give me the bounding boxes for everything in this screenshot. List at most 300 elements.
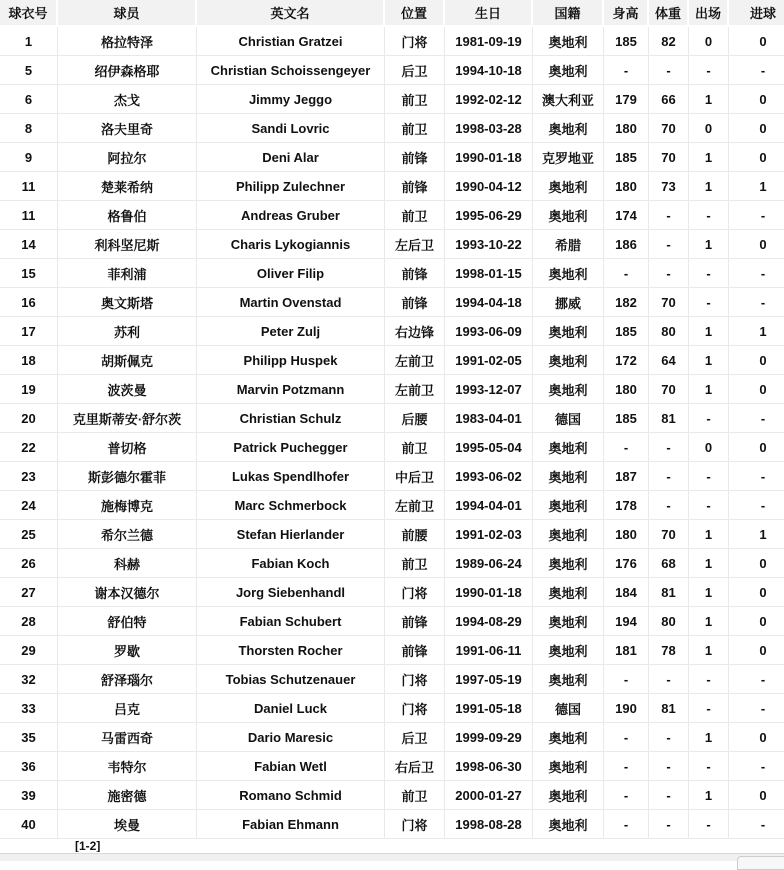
cell-nationality: 奥地利 [533, 520, 604, 549]
cell-player: 普切格 [58, 433, 197, 462]
cell-jersey-number: 20 [0, 404, 58, 433]
cell-height: 180 [604, 520, 649, 549]
cell-weight: 70 [649, 520, 689, 549]
cell-goals: 0 [729, 230, 784, 259]
cell-height: 180 [604, 114, 649, 143]
cell-english-name: Fabian Ehmann [197, 810, 385, 839]
cell-appearances: 1 [689, 607, 729, 636]
player-row [0, 404, 784, 433]
cell-player: 胡斯佩克 [58, 346, 197, 375]
cell-player: 菲利浦 [58, 259, 197, 288]
cell-jersey-number: 19 [0, 375, 58, 404]
cell-goals: 0 [729, 607, 784, 636]
cell-nationality: 奥地利 [533, 201, 604, 230]
cell-height: 186 [604, 230, 649, 259]
cell-height: 181 [604, 636, 649, 665]
cell-player: 杰戈 [58, 85, 197, 114]
cell-goals: 1 [729, 172, 784, 201]
player-row [0, 114, 784, 143]
cell-weight: 70 [649, 114, 689, 143]
player-row [0, 723, 784, 752]
cell-position: 前卫 [385, 114, 445, 143]
cell-goals: 0 [729, 781, 784, 810]
cell-english-name: Sandi Lovric [197, 114, 385, 143]
cell-jersey-number: 6 [0, 85, 58, 114]
cell-appearances: - [689, 404, 729, 433]
cell-jersey-number: 35 [0, 723, 58, 752]
cell-english-name: Lukas Spendlhofer [197, 462, 385, 491]
cell-player: 波茨曼 [58, 375, 197, 404]
cell-weight: 64 [649, 346, 689, 375]
cell-goals: 0 [729, 27, 784, 56]
cell-jersey-number: 26 [0, 549, 58, 578]
player-row [0, 259, 784, 288]
cell-birthday: 1993-06-02 [445, 462, 533, 491]
cell-player: 希尔兰德 [58, 520, 197, 549]
cell-height: 194 [604, 607, 649, 636]
cell-weight: - [649, 723, 689, 752]
cell-nationality: 德国 [533, 694, 604, 723]
cell-jersey-number: 32 [0, 665, 58, 694]
cell-birthday: 1994-10-18 [445, 56, 533, 85]
cell-birthday: 1993-06-09 [445, 317, 533, 346]
cell-goals: 0 [729, 723, 784, 752]
cell-appearances: 1 [689, 375, 729, 404]
cell-birthday: 1990-01-18 [445, 578, 533, 607]
cell-jersey-number: 25 [0, 520, 58, 549]
cell-english-name: Peter Zulj [197, 317, 385, 346]
cell-nationality: 奥地利 [533, 723, 604, 752]
cell-goals: - [729, 56, 784, 85]
cell-player: 斯彭德尔霍菲 [58, 462, 197, 491]
player-row [0, 752, 784, 781]
cell-birthday: 1990-04-12 [445, 172, 533, 201]
cell-english-name: Jimmy Jeggo [197, 85, 385, 114]
cell-weight: - [649, 201, 689, 230]
cell-position: 右边锋 [385, 317, 445, 346]
cell-nationality: 奥地利 [533, 607, 604, 636]
cell-position: 前锋 [385, 143, 445, 172]
cell-weight: - [649, 259, 689, 288]
cell-player: 施梅博克 [58, 491, 197, 520]
cell-nationality: 奥地利 [533, 56, 604, 85]
cell-jersey-number: 17 [0, 317, 58, 346]
cell-birthday: 1997-05-19 [445, 665, 533, 694]
cell-english-name: Charis Lykogiannis [197, 230, 385, 259]
cell-position: 前锋 [385, 288, 445, 317]
cell-nationality: 奥地利 [533, 462, 604, 491]
cell-height: 182 [604, 288, 649, 317]
cell-jersey-number: 16 [0, 288, 58, 317]
cell-birthday: 1999-09-29 [445, 723, 533, 752]
cell-height: 178 [604, 491, 649, 520]
cell-position: 中后卫 [385, 462, 445, 491]
cell-birthday: 1990-01-18 [445, 143, 533, 172]
cell-height: 185 [604, 27, 649, 56]
cell-player: 格拉特泽 [58, 27, 197, 56]
cell-english-name: Christian Schoissengeyer [197, 56, 385, 85]
cell-appearances: - [689, 752, 729, 781]
cell-height: 187 [604, 462, 649, 491]
cell-position: 前锋 [385, 259, 445, 288]
cell-player: 绍伊森格耶 [58, 56, 197, 85]
cell-weight: - [649, 810, 689, 839]
bottom-clipped-widget[interactable] [737, 856, 784, 870]
cell-height: - [604, 665, 649, 694]
player-row [0, 694, 784, 723]
cell-english-name: Patrick Puchegger [197, 433, 385, 462]
player-row [0, 27, 784, 56]
cell-position: 前锋 [385, 636, 445, 665]
cell-english-name: Christian Gratzei [197, 27, 385, 56]
cell-goals: 0 [729, 549, 784, 578]
player-row [0, 607, 784, 636]
cell-weight: 78 [649, 636, 689, 665]
cell-height: - [604, 56, 649, 85]
cell-position: 前锋 [385, 607, 445, 636]
cell-goals: - [729, 810, 784, 839]
cell-appearances: - [689, 201, 729, 230]
player-row [0, 346, 784, 375]
cell-english-name: Jorg Siebenhandl [197, 578, 385, 607]
cell-appearances: 0 [689, 114, 729, 143]
column-header-goals: 进球 [729, 0, 784, 27]
cell-goals: - [729, 259, 784, 288]
column-header-birthday: 生日 [445, 0, 533, 27]
cell-birthday: 2000-01-27 [445, 781, 533, 810]
cell-jersey-number: 8 [0, 114, 58, 143]
cell-nationality: 奥地利 [533, 346, 604, 375]
cell-player: 马雷西奇 [58, 723, 197, 752]
cell-goals: 0 [729, 114, 784, 143]
column-header-appearances: 出场 [689, 0, 729, 27]
cell-birthday: 1992-02-12 [445, 85, 533, 114]
cell-position: 门将 [385, 27, 445, 56]
cell-nationality: 德国 [533, 404, 604, 433]
cell-goals: - [729, 462, 784, 491]
cell-birthday: 1994-04-01 [445, 491, 533, 520]
cell-weight: 66 [649, 85, 689, 114]
cell-goals: - [729, 665, 784, 694]
cell-position: 前卫 [385, 85, 445, 114]
player-row [0, 810, 784, 839]
cell-player: 韦特尔 [58, 752, 197, 781]
cell-goals: 0 [729, 636, 784, 665]
cell-english-name: Oliver Filip [197, 259, 385, 288]
cell-birthday: 1993-10-22 [445, 230, 533, 259]
player-row [0, 491, 784, 520]
player-row [0, 665, 784, 694]
cell-position: 左前卫 [385, 346, 445, 375]
cell-birthday: 1989-06-24 [445, 549, 533, 578]
cell-english-name: Christian Schulz [197, 404, 385, 433]
cell-height: 190 [604, 694, 649, 723]
cell-appearances: 0 [689, 433, 729, 462]
player-row [0, 433, 784, 462]
cell-goals: - [729, 404, 784, 433]
cell-weight: 68 [649, 549, 689, 578]
cell-english-name: Philipp Zulechner [197, 172, 385, 201]
cell-weight: 81 [649, 694, 689, 723]
cell-goals: - [729, 491, 784, 520]
cell-height: 185 [604, 317, 649, 346]
cell-jersey-number: 39 [0, 781, 58, 810]
cell-nationality: 奥地利 [533, 810, 604, 839]
cell-player: 苏利 [58, 317, 197, 346]
cell-appearances: 1 [689, 230, 729, 259]
cell-position: 后腰 [385, 404, 445, 433]
cell-appearances: - [689, 810, 729, 839]
cell-goals: 0 [729, 578, 784, 607]
player-row [0, 317, 784, 346]
cell-english-name: Romano Schmid [197, 781, 385, 810]
cell-player: 施密德 [58, 781, 197, 810]
cell-birthday: 1998-06-30 [445, 752, 533, 781]
cell-goals: - [729, 752, 784, 781]
cell-position: 左后卫 [385, 230, 445, 259]
player-row [0, 636, 784, 665]
cell-appearances: - [689, 694, 729, 723]
cell-weight: - [649, 56, 689, 85]
cell-jersey-number: 1 [0, 27, 58, 56]
cell-position: 门将 [385, 578, 445, 607]
header-row [0, 0, 784, 27]
cell-height: 179 [604, 85, 649, 114]
cell-position: 前卫 [385, 781, 445, 810]
cell-weight: - [649, 491, 689, 520]
cell-player: 洛夫里奇 [58, 114, 197, 143]
cell-jersey-number: 14 [0, 230, 58, 259]
roster-table-head [0, 0, 784, 27]
cell-weight: 80 [649, 607, 689, 636]
player-row [0, 85, 784, 114]
player-row [0, 549, 784, 578]
cell-birthday: 1998-01-15 [445, 259, 533, 288]
cell-position: 前锋 [385, 172, 445, 201]
cell-nationality: 奥地利 [533, 375, 604, 404]
cell-position: 右后卫 [385, 752, 445, 781]
cell-english-name: Daniel Luck [197, 694, 385, 723]
cell-appearances: - [689, 491, 729, 520]
cell-player: 格鲁伯 [58, 201, 197, 230]
cell-english-name: Fabian Wetl [197, 752, 385, 781]
cell-player: 利科坚尼斯 [58, 230, 197, 259]
column-header-height: 身高 [604, 0, 649, 27]
cell-jersey-number: 11 [0, 201, 58, 230]
cell-nationality: 奥地利 [533, 259, 604, 288]
cell-appearances: 1 [689, 172, 729, 201]
cell-appearances: - [689, 665, 729, 694]
cell-birthday: 1983-04-01 [445, 404, 533, 433]
cell-nationality: 奥地利 [533, 578, 604, 607]
cell-weight: 70 [649, 375, 689, 404]
cell-position: 前卫 [385, 433, 445, 462]
cell-appearances: 1 [689, 143, 729, 172]
cell-birthday: 1981-09-19 [445, 27, 533, 56]
cell-weight: 81 [649, 404, 689, 433]
cell-birthday: 1991-02-03 [445, 520, 533, 549]
cell-appearances: 1 [689, 549, 729, 578]
cell-jersey-number: 15 [0, 259, 58, 288]
cell-position: 后卫 [385, 56, 445, 85]
cell-nationality: 奥地利 [533, 752, 604, 781]
column-header-weight: 体重 [649, 0, 689, 27]
cell-position: 后卫 [385, 723, 445, 752]
column-header-player: 球员 [58, 0, 197, 27]
cell-height: - [604, 752, 649, 781]
cell-jersey-number: 28 [0, 607, 58, 636]
cell-weight: 73 [649, 172, 689, 201]
cell-birthday: 1994-08-29 [445, 607, 533, 636]
cell-weight: - [649, 230, 689, 259]
cell-goals: 1 [729, 317, 784, 346]
column-header-english-name: 英文名 [197, 0, 385, 27]
cell-height: 172 [604, 346, 649, 375]
cell-appearances: 1 [689, 578, 729, 607]
cell-height: 185 [604, 143, 649, 172]
cell-appearances: - [689, 462, 729, 491]
cell-player: 埃曼 [58, 810, 197, 839]
cell-birthday: 1995-06-29 [445, 201, 533, 230]
cell-position: 门将 [385, 665, 445, 694]
cell-appearances: - [689, 56, 729, 85]
cell-appearances: 1 [689, 636, 729, 665]
cell-nationality: 澳大利亚 [533, 85, 604, 114]
cell-height: 180 [604, 375, 649, 404]
cell-jersey-number: 22 [0, 433, 58, 462]
cell-english-name: Thorsten Rocher [197, 636, 385, 665]
column-header-position: 位置 [385, 0, 445, 27]
player-row [0, 578, 784, 607]
cell-appearances: 1 [689, 317, 729, 346]
player-row [0, 781, 784, 810]
cell-player: 舒伯特 [58, 607, 197, 636]
cell-jersey-number: 40 [0, 810, 58, 839]
cell-player: 科赫 [58, 549, 197, 578]
cell-goals: - [729, 694, 784, 723]
cell-weight: 80 [649, 317, 689, 346]
cell-birthday: 1995-05-04 [445, 433, 533, 462]
cell-appearances: 0 [689, 27, 729, 56]
pagination-label[interactable]: [1-2] [75, 839, 101, 852]
cell-position: 前腰 [385, 520, 445, 549]
cell-appearances: - [689, 288, 729, 317]
cell-nationality: 奥地利 [533, 317, 604, 346]
cell-english-name: Stefan Hierlander [197, 520, 385, 549]
cell-player: 谢本汉德尔 [58, 578, 197, 607]
roster-table-body [0, 27, 784, 839]
cell-jersey-number: 36 [0, 752, 58, 781]
cell-weight: - [649, 781, 689, 810]
cell-english-name: Philipp Huspek [197, 346, 385, 375]
cell-jersey-number: 9 [0, 143, 58, 172]
cell-birthday: 1998-03-28 [445, 114, 533, 143]
cell-nationality: 奥地利 [533, 172, 604, 201]
cell-english-name: Deni Alar [197, 143, 385, 172]
cell-position: 前卫 [385, 201, 445, 230]
cell-birthday: 1994-04-18 [445, 288, 533, 317]
cell-goals: 0 [729, 346, 784, 375]
cell-weight: - [649, 462, 689, 491]
cell-jersey-number: 11 [0, 172, 58, 201]
cell-height: - [604, 433, 649, 462]
cell-goals: 1 [729, 520, 784, 549]
cell-nationality: 克罗地亚 [533, 143, 604, 172]
cell-jersey-number: 33 [0, 694, 58, 723]
cell-appearances: 1 [689, 723, 729, 752]
player-row [0, 143, 784, 172]
cell-jersey-number: 29 [0, 636, 58, 665]
cell-weight: - [649, 433, 689, 462]
cell-birthday: 1991-06-11 [445, 636, 533, 665]
cell-height: - [604, 810, 649, 839]
cell-nationality: 奥地利 [533, 665, 604, 694]
cell-position: 左前卫 [385, 375, 445, 404]
column-header-nationality: 国籍 [533, 0, 604, 27]
cell-height: 176 [604, 549, 649, 578]
cell-birthday: 1991-02-05 [445, 346, 533, 375]
cell-player: 克里斯蒂安·舒尔茨 [58, 404, 197, 433]
cell-height: - [604, 259, 649, 288]
cell-nationality: 希腊 [533, 230, 604, 259]
cell-appearances: 1 [689, 85, 729, 114]
cell-position: 前卫 [385, 549, 445, 578]
cell-weight: - [649, 665, 689, 694]
cell-goals: 0 [729, 433, 784, 462]
cell-weight: 70 [649, 288, 689, 317]
player-row [0, 462, 784, 491]
cell-goals: - [729, 201, 784, 230]
player-row [0, 520, 784, 549]
cell-player: 阿拉尔 [58, 143, 197, 172]
player-row [0, 56, 784, 85]
player-row [0, 172, 784, 201]
cell-birthday: 1993-12-07 [445, 375, 533, 404]
cell-height: 184 [604, 578, 649, 607]
cell-weight: 81 [649, 578, 689, 607]
cell-weight: 82 [649, 27, 689, 56]
cell-jersey-number: 18 [0, 346, 58, 375]
player-row [0, 201, 784, 230]
cell-position: 左前卫 [385, 491, 445, 520]
cell-english-name: Martin Ovenstad [197, 288, 385, 317]
cell-english-name: Fabian Schubert [197, 607, 385, 636]
cell-nationality: 奥地利 [533, 491, 604, 520]
cell-english-name: Marvin Potzmann [197, 375, 385, 404]
cell-height: 180 [604, 172, 649, 201]
cell-goals: 0 [729, 85, 784, 114]
cell-position: 门将 [385, 694, 445, 723]
column-header-jersey-number: 球衣号 [0, 0, 58, 27]
cell-jersey-number: 24 [0, 491, 58, 520]
cell-appearances: - [689, 259, 729, 288]
cell-goals: - [729, 288, 784, 317]
cell-player: 舒泽瑙尔 [58, 665, 197, 694]
cell-weight: - [649, 752, 689, 781]
cell-nationality: 奥地利 [533, 27, 604, 56]
cell-nationality: 奥地利 [533, 781, 604, 810]
cell-goals: 0 [729, 143, 784, 172]
cell-goals: 0 [729, 375, 784, 404]
cell-jersey-number: 5 [0, 56, 58, 85]
cell-birthday: 1991-05-18 [445, 694, 533, 723]
cell-appearances: 1 [689, 520, 729, 549]
cell-nationality: 奥地利 [533, 114, 604, 143]
cell-appearances: 1 [689, 346, 729, 375]
cell-weight: 70 [649, 143, 689, 172]
cell-english-name: Fabian Koch [197, 549, 385, 578]
cell-nationality: 奥地利 [533, 636, 604, 665]
